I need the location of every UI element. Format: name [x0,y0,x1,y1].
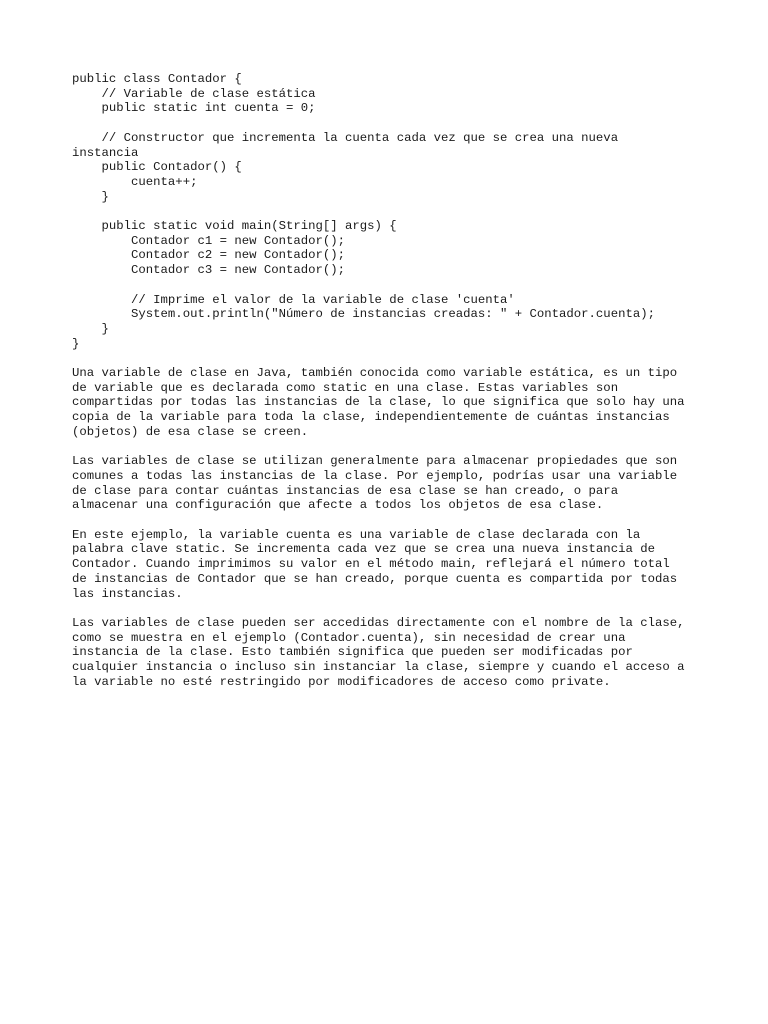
text-line: como se muestra en el ejemplo (Contador.cuenta), sin necesidad de crear una [72,630,626,645]
code-line: // Imprime el valor de la variable de clase 'cuenta' [72,292,515,307]
paragraph-gap [72,440,712,455]
code-line: Contador c2 = new Contador(); [72,248,346,263]
paragraph-usage [72,454,712,513]
text-line: Las variables de clase se utilizan generalmente para almacenar propiedades que son [72,454,678,469]
document-page [72,72,712,689]
code-line: public static int cuenta = 0; [72,101,316,116]
paragraph-access [72,616,712,690]
code-line: public class Contador { [72,72,242,86]
code-line: } [72,189,109,204]
code-line: System.out.println("Número de instancias creadas: " + Contador.cuenta); [72,307,655,322]
code-line: } [72,336,80,351]
code-line: instancia [72,145,139,160]
text-line: de variable que es declarada como static en una clase. Estas variables son [72,380,619,395]
text-line: cualquier instancia o incluso sin instanciar la clase, siempre y cuando el acceso a [72,660,685,675]
text-line: instancia de la clase. Esto también significa que pueden ser modificadas por [72,645,633,660]
text-line: Contador. Cuando imprimimos su valor en el método main, reflejará el número total [72,557,670,572]
text-line: palabra clave static. Se incrementa cada vez que se crea una nueva instancia de [72,542,655,557]
code-line: cuenta++; [72,174,198,189]
code-line: // Variable de clase estática [72,86,316,101]
paragraph-gap [72,601,712,616]
code-line: public static void main(String[] args) { [72,219,397,234]
text-line: de instancias de Contador que se han creado, porque cuenta es compartida por todas [72,571,678,586]
code-line: Contador c1 = new Contador(); [72,233,346,248]
paragraph-example [72,528,712,602]
text-line: En este ejemplo, la variable cuenta es una variable de clase declarada con la [72,527,641,542]
text-line: las instancias. [72,586,183,601]
text-line: comunes a todas las instancias de la clase. Por ejemplo, podrías usar una variable [72,468,678,483]
code-line: public Contador() { [72,160,242,175]
text-line: almacenar una configuración que afecte a todos los objetos de esa clase. [72,498,604,513]
text-line: de clase para contar cuántas instancias de esa clase se han creado, o para [72,483,619,498]
text-line: Las variables de clase pueden ser accedidas directamente con el nombre de la clase, [72,615,685,630]
code-line: } [72,321,109,336]
paragraph-gap [72,513,712,528]
text-line: compartidas por todas las instancias de la clase, lo que significa que solo hay una [72,395,685,410]
paragraph-intro [72,366,712,440]
code-line: Contador c3 = new Contador(); [72,263,346,278]
code-block [72,72,712,351]
text-line: (objetos) de esa clase se creen. [72,424,309,439]
code-line: // Constructor que incrementa la cuenta cada vez que se crea una nueva [72,130,619,145]
text-line: Una variable de clase en Java, también conocida como variable estática, es un tipo [72,366,678,381]
text-line: la variable no esté restringido por modificadores de acceso como private. [72,674,611,689]
paragraph-gap [72,351,712,366]
text-line: copia de la variable para toda la clase, independientemente de cuántas instancias [72,410,670,425]
